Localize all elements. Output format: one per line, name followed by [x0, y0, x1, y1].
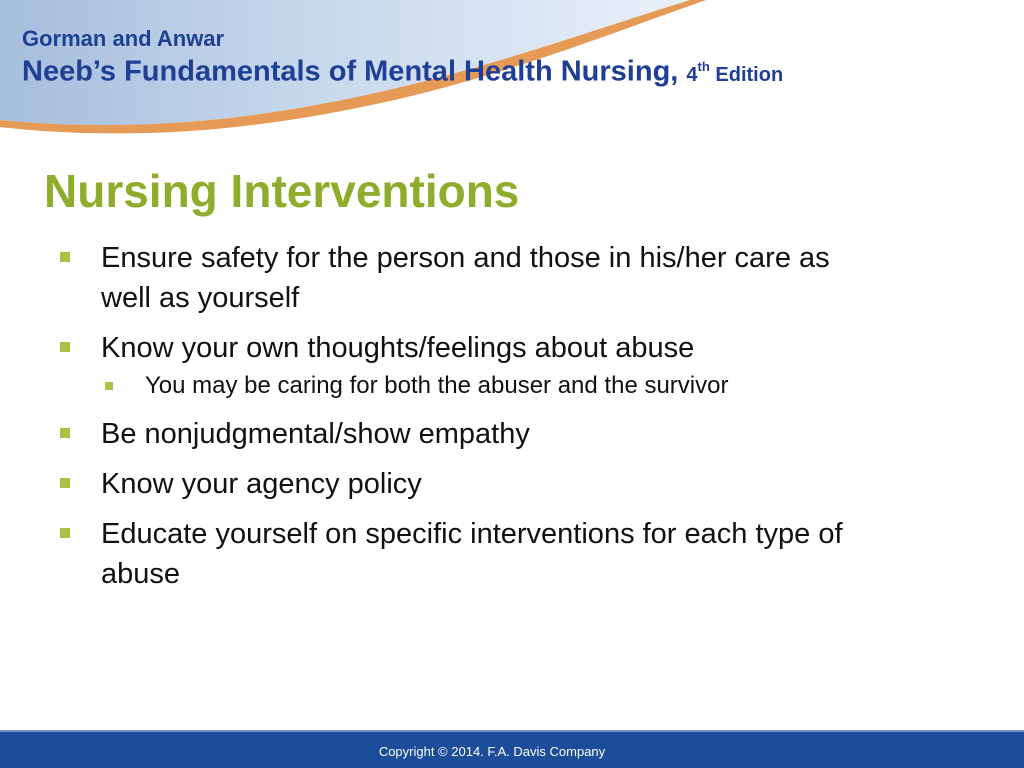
bullet-item — [60, 414, 880, 454]
bullet-text: Know your own thoughts/feelings about abuse — [101, 332, 695, 364]
square-bullet-icon — [60, 252, 70, 262]
book-title — [22, 52, 783, 92]
bullet-item — [60, 238, 880, 318]
sub-bullet-text: You may be caring for both the abuser and the survivor — [145, 372, 729, 399]
bullet-item — [60, 328, 880, 368]
edition-word: Edition — [715, 63, 784, 86]
square-bullet-icon — [60, 342, 70, 352]
sub-bullet-item — [105, 372, 880, 400]
square-bullet-icon — [60, 528, 70, 538]
bullet-item — [60, 464, 880, 504]
copyright-text: Copyright © 2014. F.A. Davis Company — [378, 744, 606, 759]
edition-number: 4 — [686, 63, 698, 86]
bullet-text: Educate yourself on specific interventions for each type of abuse — [101, 518, 843, 590]
bullet-text: Ensure safety for the person and those in his/her care as well as yourself — [101, 242, 830, 314]
bullet-list — [60, 238, 880, 604]
bullet-text: Be nonjudgmental/show empathy — [101, 418, 530, 450]
square-bullet-icon — [105, 382, 113, 390]
bullet-text: Know your agency policy — [101, 468, 422, 500]
bullet-item — [60, 514, 880, 594]
square-bullet-icon — [60, 478, 70, 488]
edition-label — [686, 59, 784, 86]
footer-divider — [0, 730, 1024, 732]
header — [22, 26, 783, 92]
footer-bar — [0, 730, 1024, 768]
book-title-text: Neeb’s Fundamentals of Mental Health Nursing, — [22, 55, 679, 88]
slide-title: Nursing Interventions — [44, 165, 520, 217]
authors-line: Gorman and Anwar — [22, 26, 225, 51]
edition-suffix: th — [697, 59, 710, 74]
square-bullet-icon — [60, 428, 70, 438]
